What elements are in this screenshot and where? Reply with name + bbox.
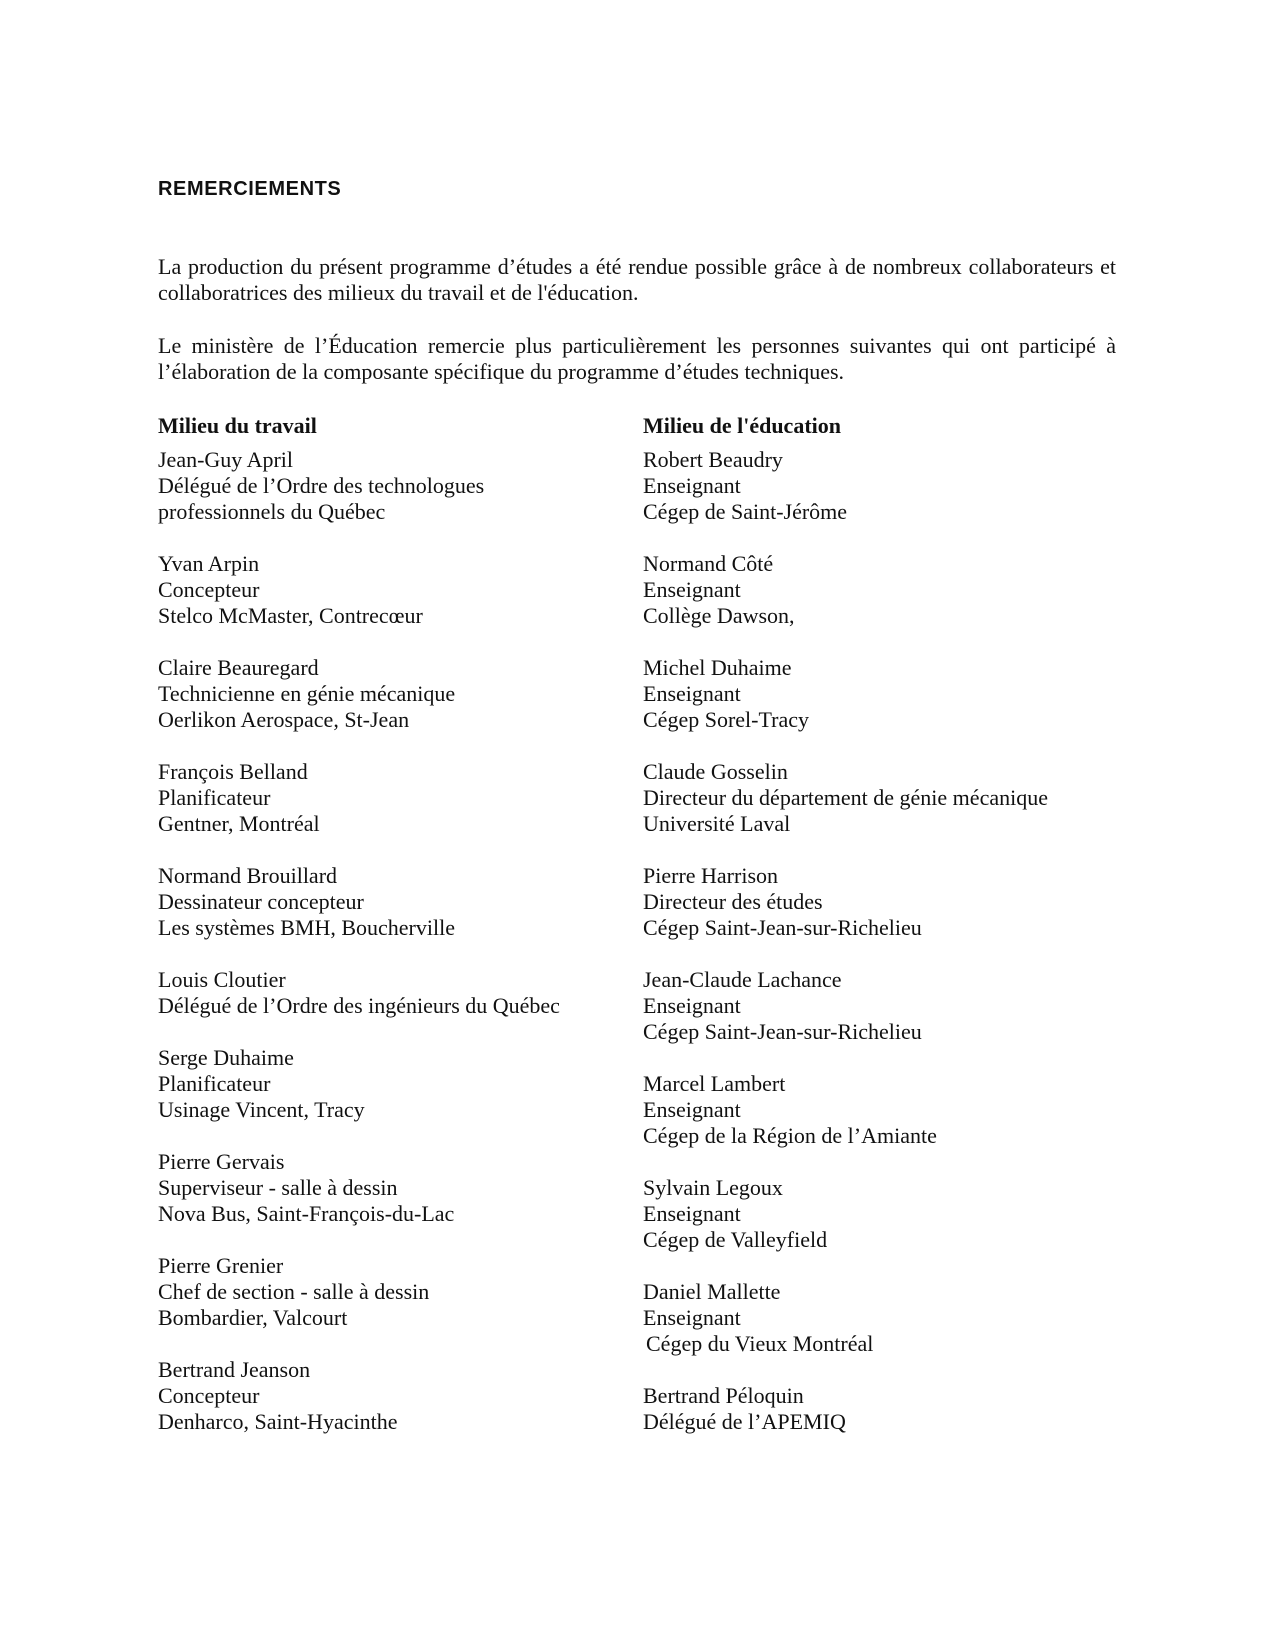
education-column-title: Milieu de l'éducation bbox=[643, 413, 841, 438]
contributor-organization: Denharco, Saint-Hyacinthe bbox=[158, 1409, 398, 1434]
contributor-role: Enseignant bbox=[643, 993, 741, 1018]
contributor-entry bbox=[643, 1279, 1143, 1357]
contributor-entry bbox=[643, 759, 1143, 837]
contributor-entry bbox=[158, 967, 618, 1019]
contributor-entry bbox=[643, 1175, 1143, 1253]
contributor-role: Concepteur bbox=[158, 1383, 260, 1408]
contributor-organization: Les systèmes BMH, Boucherville bbox=[158, 915, 455, 940]
contributor-name: Bertrand Jeanson bbox=[158, 1357, 311, 1382]
contributor-name: Claire Beauregard bbox=[158, 655, 319, 680]
contributor-role: Enseignant bbox=[643, 473, 741, 498]
contributor-role: Enseignant bbox=[643, 1305, 741, 1330]
contributor-organization: Cégep Saint-Jean-sur-Richelieu bbox=[643, 1019, 922, 1044]
contributor-organization: Université Laval bbox=[643, 811, 791, 836]
contributor-name: Pierre Grenier bbox=[158, 1253, 284, 1278]
contributor-entry bbox=[158, 1149, 618, 1227]
contributor-organization: Nova Bus, Saint-François-du-Lac bbox=[158, 1201, 455, 1226]
contributor-entry bbox=[643, 551, 1143, 629]
contributor-role: Concepteur bbox=[158, 577, 260, 602]
intro-paragraph: La production du présent programme d’études a été rendue possible grâce à de nombreux collaborateurs et collaboratrices des milieux du travail et de l'éducation. bbox=[158, 254, 1116, 305]
contributor-entry bbox=[158, 1045, 618, 1123]
thanks-paragraph: Le ministère de l’Éducation remercie plus particulièrement les personnes suivantes qui ont participé à l’élaboration de la composante spécifique du programme d’études techniques. bbox=[158, 333, 1116, 384]
contributor-name: Normand Côté bbox=[643, 551, 774, 576]
contributor-name: Louis Cloutier bbox=[158, 967, 286, 992]
contributor-entry bbox=[158, 1253, 618, 1331]
contributor-role: Délégué de l’Ordre des technologues bbox=[158, 473, 485, 498]
contributor-name: Bertrand Péloquin bbox=[643, 1383, 804, 1408]
contributor-role: Directeur du département de génie mécanique bbox=[643, 785, 1048, 810]
contributor-organization: Cégep de Valleyfield bbox=[643, 1227, 828, 1252]
contributor-organization: Bombardier, Valcourt bbox=[158, 1305, 348, 1330]
contributor-organization: Cégep du Vieux Montréal bbox=[646, 1331, 874, 1356]
education-column bbox=[643, 413, 1143, 1461]
contributor-name: Jean-Claude Lachance bbox=[643, 967, 842, 992]
contributor-entry bbox=[158, 655, 618, 733]
contributor-name: Yvan Arpin bbox=[158, 551, 260, 576]
contributor-role: Délégué de l’APEMIQ bbox=[643, 1409, 846, 1434]
contributor-role: Technicienne en génie mécanique bbox=[158, 681, 456, 706]
contributor-organization: Cégep Saint-Jean-sur-Richelieu bbox=[643, 915, 922, 940]
contributor-organization: Usinage Vincent, Tracy bbox=[158, 1097, 365, 1122]
contributor-role: Directeur des études bbox=[643, 889, 823, 914]
contributor-entry bbox=[158, 551, 618, 629]
contributor-role: Enseignant bbox=[643, 1097, 741, 1122]
contributor-name: Jean-Guy April bbox=[158, 447, 294, 472]
contributor-name: Pierre Harrison bbox=[643, 863, 779, 888]
contributor-name: Serge Duhaime bbox=[158, 1045, 294, 1070]
contributor-role: Enseignant bbox=[643, 577, 741, 602]
work-column bbox=[158, 413, 618, 1461]
contributor-name: Daniel Mallette bbox=[643, 1279, 781, 1304]
contributor-entry bbox=[643, 967, 1143, 1045]
contributor-role: Enseignant bbox=[643, 681, 741, 706]
contributor-organization: professionnels du Québec bbox=[158, 499, 386, 524]
page-heading: REMERCIEMENTS bbox=[158, 178, 342, 200]
contributor-name: François Belland bbox=[158, 759, 308, 784]
contributor-entry bbox=[643, 863, 1143, 941]
contributor-entry bbox=[643, 1071, 1143, 1149]
contributor-entry bbox=[158, 1357, 618, 1435]
contributor-organization: Cégep de Saint-Jérôme bbox=[643, 499, 848, 524]
contributor-name: Sylvain Legoux bbox=[643, 1175, 783, 1200]
contributor-name: Normand Brouillard bbox=[158, 863, 338, 888]
contributor-name: Robert Beaudry bbox=[643, 447, 783, 472]
contributor-name: Michel Duhaime bbox=[643, 655, 792, 680]
contributor-name: Marcel Lambert bbox=[643, 1071, 786, 1096]
contributor-role: Dessinateur concepteur bbox=[158, 889, 364, 914]
contributor-organization: Cégep de la Région de l’Amiante bbox=[643, 1123, 937, 1148]
contributor-role: Planificateur bbox=[158, 1071, 271, 1096]
contributor-organization: Gentner, Montréal bbox=[158, 811, 320, 836]
contributor-entry bbox=[158, 863, 618, 941]
contributor-organization: Collège Dawson, bbox=[643, 603, 795, 628]
contributor-role: Chef de section - salle à dessin bbox=[158, 1279, 430, 1304]
contributor-organization: Cégep Sorel-Tracy bbox=[643, 707, 809, 732]
contributor-entry bbox=[643, 1383, 1143, 1435]
contributor-role: Délégué de l’Ordre des ingénieurs du Québec bbox=[158, 993, 560, 1018]
contributor-role: Enseignant bbox=[643, 1201, 741, 1226]
contributor-entry bbox=[643, 655, 1143, 733]
contributor-role: Superviseur - salle à dessin bbox=[158, 1175, 398, 1200]
contributor-entry bbox=[643, 447, 1143, 525]
contributor-name: Claude Gosselin bbox=[643, 759, 788, 784]
contributor-organization: Oerlikon Aerospace, St-Jean bbox=[158, 707, 410, 732]
contributor-organization: Stelco McMaster, Contrecœur bbox=[158, 603, 423, 628]
work-column-title: Milieu du travail bbox=[158, 413, 317, 438]
contributor-entry bbox=[158, 759, 618, 837]
contributor-name: Pierre Gervais bbox=[158, 1149, 285, 1174]
contributor-role: Planificateur bbox=[158, 785, 271, 810]
contributor-entry bbox=[158, 447, 618, 525]
